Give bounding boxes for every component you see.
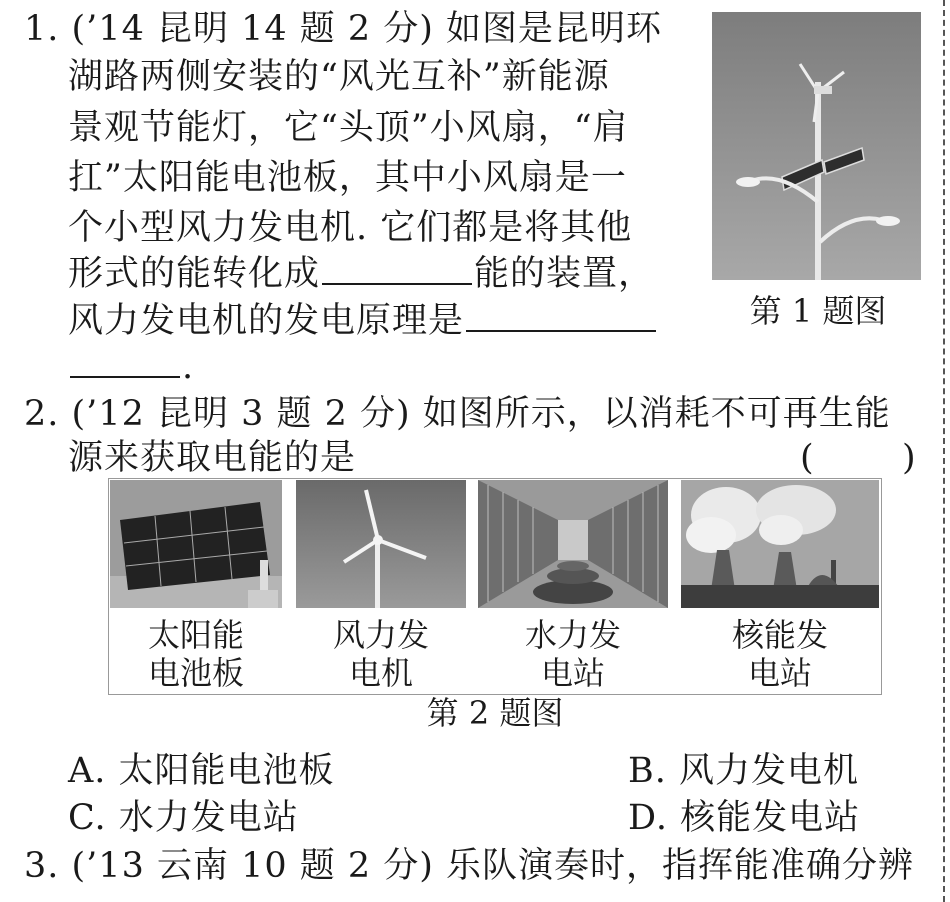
answer-blank-1[interactable] [322,253,472,285]
q2-line-2: 源来获取电能的是 [68,438,357,478]
panel-4-label-line-2: 电站 [747,654,812,692]
panel-1-label-line-2: 电池板 [147,654,244,692]
q1-line-6-end: 能的装置， [474,254,655,294]
page-cut-line [943,0,945,902]
hydro-station-photo [478,480,668,608]
option-d[interactable]: D. 核能发电站 [628,798,861,838]
panel-3-label-line-2: 电站 [540,654,605,692]
q1-line-1: 1. (’14 昆明 14 题 2 分) 如图是昆明环 [24,9,663,49]
panel-2-label [296,616,466,692]
nuclear-station-photo [681,480,879,608]
q1-line-8 [68,346,194,388]
q1-line-4: 扛”太阳能电池板，其中小风扇是一 [68,158,627,198]
panel-4-label-line-1: 核能发 [731,616,828,654]
panel-2-label-line-1: 风力发 [332,616,429,654]
q1-line-6-start: 形式的能转化成 [68,254,321,294]
answer-choice-slot[interactable] [822,440,898,478]
panel-4-label [681,616,879,692]
q1-line-5: 个小型风力发电机. 它们都是将其他 [68,208,633,248]
option-a[interactable]: A. 太阳能电池板 [68,751,335,791]
option-b[interactable]: B. 风力发电机 [628,751,859,791]
panel-3-label [478,616,668,692]
q1-line-6 [68,253,654,295]
figure-1-photo [712,12,921,280]
q1-line-7 [68,300,658,342]
q1-line-2: 湖路两侧安装的“风光互补”新能源 [68,57,610,97]
q2-line-1: 2. (’12 昆明 3 题 2 分) 如图所示，以消耗不可再生能 [24,394,891,434]
figure-2-caption: 第 2 题图 [426,694,564,732]
answer-paren-open: ( [800,438,814,478]
panel-3-label-line-1: 水力发 [524,616,621,654]
panel-2-label-line-2: 电机 [348,654,413,692]
q1-line-3: 景观节能灯，它“头顶”小风扇，“肩 [68,108,629,148]
answer-blank-2[interactable] [466,300,656,332]
q3-line-1: 3. (’13 云南 10 题 2 分) 乐队演奏时，指挥能准确分辨 [24,846,915,886]
solar-panel-photo [110,480,282,608]
answer-blank-2-continued[interactable] [70,346,180,378]
wind-turbine-photo [296,480,466,608]
q1-line-8-period: . [182,347,195,387]
option-c[interactable]: C. 水力发电站 [68,798,299,838]
q1-line-7-text: 风力发电机的发电原理是 [68,301,465,341]
figure-1-caption: 第 1 题图 [749,292,887,330]
answer-paren-close: ) [902,438,916,478]
panel-1-label-line-1: 太阳能 [147,616,244,654]
panel-1-label [110,616,282,692]
